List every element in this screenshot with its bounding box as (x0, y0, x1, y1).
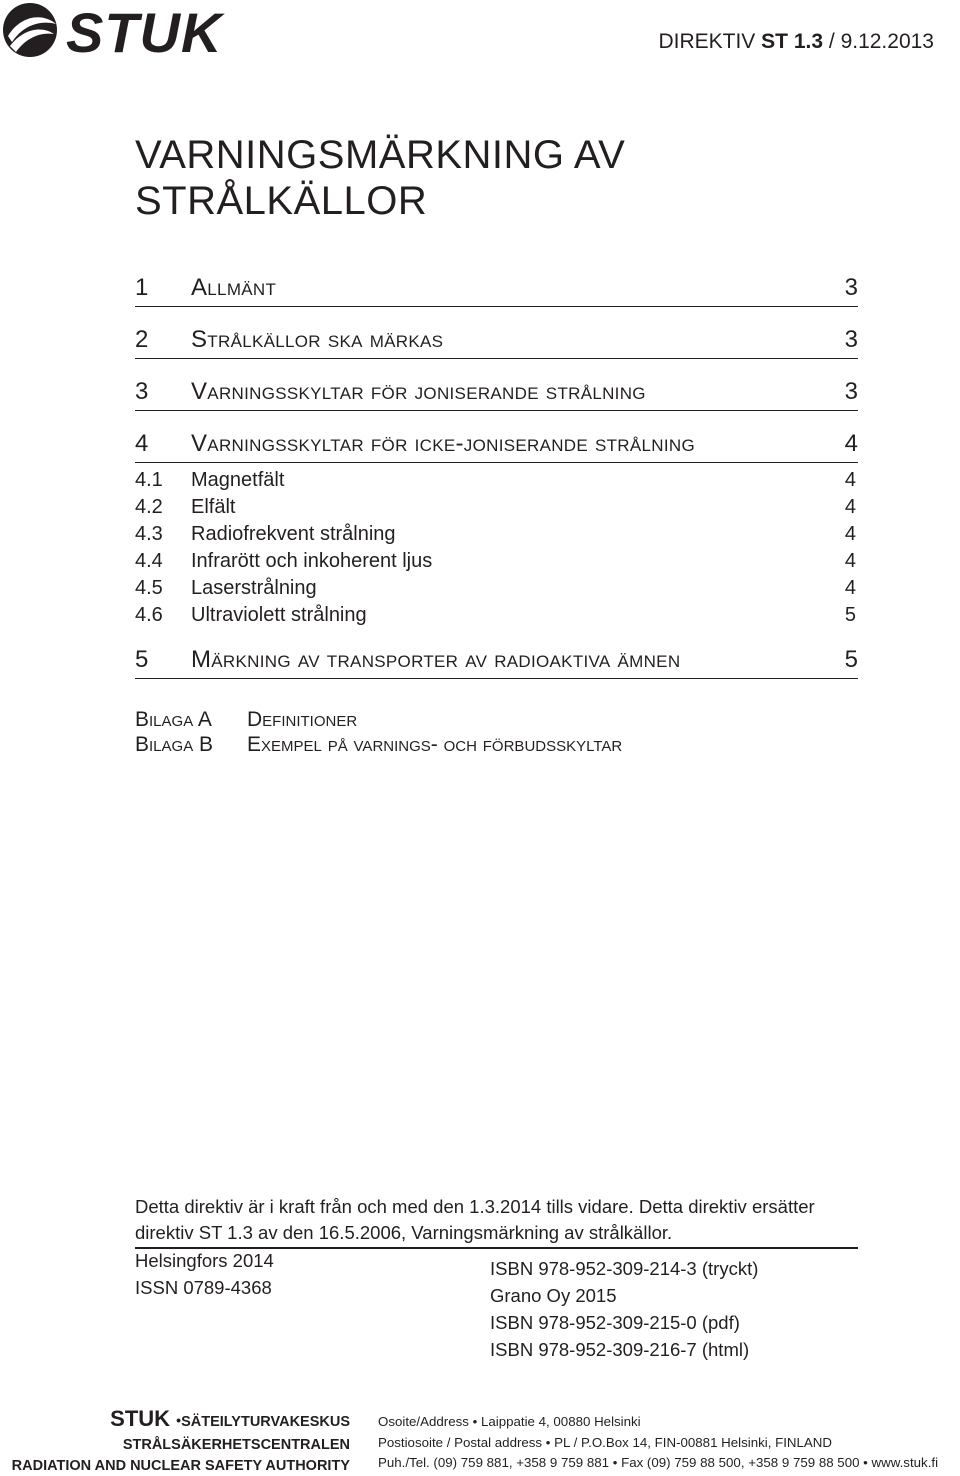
directive-date: 9.12.2013 (840, 30, 934, 53)
footer-brand: STUK (110, 1406, 171, 1431)
toc-subentry-4-5[interactable] (135, 577, 858, 601)
issn: ISSN 0789-4368 (135, 1277, 272, 1298)
toc-page: 3 (844, 274, 858, 301)
toc-subentry-4-6[interactable] (135, 604, 858, 628)
toc-page: 4 (844, 496, 856, 518)
document-title (135, 132, 835, 224)
toc-entry-2[interactable] (135, 324, 858, 359)
toc-text: Radiofrekvent strålning (191, 523, 396, 545)
toc-text: Allmänt (191, 274, 277, 301)
toc-text: Magnetfält (191, 469, 285, 491)
toc-page: 4 (844, 550, 856, 572)
toc-page: 5 (844, 604, 856, 626)
validity-statement: Detta direktiv är i kraft från och med den 1.3.2014 tills vidare. Detta direktiv ersätter direktiv ST 1.3 av den 16.5.2006, Varningsmärkning av strålkällor. (135, 1196, 815, 1243)
toc-page: 5 (844, 646, 858, 673)
printer: Grano Oy 2015 (490, 1285, 617, 1306)
footer-address: Osoite/Address • Laippatie 4, 00880 Helsinki (378, 1414, 641, 1429)
directive-separator: / (828, 30, 835, 53)
toc-text: Ultraviolett strålning (191, 604, 367, 626)
toc-page: 3 (844, 326, 858, 353)
isbn-html: ISBN 978-952-309-216-7 (html) (490, 1339, 750, 1360)
directive-label: DIREKTIV (658, 30, 756, 53)
footer-phone-fax-web: Puh./Tel. (09) 759 881, +358 9 759 881 • Fax (09) 759 88 500, +358 9 759 88 500 • www.stuk.fi (378, 1455, 939, 1470)
toc-text: Varningsskyltar för icke-joniserande strålning (191, 430, 695, 457)
toc-text: Elfält (191, 496, 236, 518)
toc-page: 4 (844, 523, 856, 545)
directive-header (658, 30, 934, 54)
toc-page: 3 (844, 378, 858, 405)
toc-number: 4.4 (135, 550, 163, 572)
divider (135, 1247, 858, 1249)
bullet-icon: • (176, 1412, 182, 1429)
toc-page: 4 (844, 469, 856, 491)
toc-number: 4 (135, 430, 149, 457)
publication-place-year: Helsingfors 2014 (135, 1250, 274, 1271)
toc-entry-3[interactable] (135, 376, 858, 411)
stuk-logo-emblem (3, 3, 57, 57)
toc-entry-1[interactable] (135, 272, 858, 307)
toc-page: 4 (844, 577, 856, 599)
toc-number: 3 (135, 378, 149, 405)
footer-contact (378, 1412, 938, 1474)
isbn-pdf: ISBN 978-952-309-215-0 (pdf) (490, 1312, 740, 1333)
toc-number: 2 (135, 326, 149, 353)
toc-subentry-4-1[interactable] (135, 469, 858, 493)
footer-name-sv: STRÅLSÄKERHETSCENTRALEN (122, 1437, 350, 1453)
toc-text: Märkning av transporter av radioaktiva ämnen (191, 646, 681, 673)
toc-text: Laserstrålning (191, 577, 317, 599)
toc-entry-4[interactable] (135, 428, 858, 463)
footer-name-fi: SÄTEILYTURVAKESKUS (181, 1414, 350, 1430)
toc-number: 4.2 (135, 496, 163, 518)
toc-number: 4.3 (135, 523, 163, 545)
appendix-label: Bilaga A (135, 708, 212, 731)
toc-page: 4 (844, 430, 858, 457)
toc-entry-5[interactable] (135, 644, 858, 679)
directive-code: ST 1.3 (761, 30, 824, 53)
footer-postal-address: Postiosoite / Postal address • PL / P.O.Box 14, FIN-00881 Helsinki, FINLAND (378, 1434, 832, 1450)
document-title-line2: STRÅLKÄLLOR (135, 179, 428, 223)
footer-name-en: RADIATION AND NUCLEAR SAFETY AUTHORITY (11, 1458, 350, 1474)
toc-text: Infrarött och inkoherent ljus (191, 550, 433, 572)
toc-subentry-4-3[interactable] (135, 523, 858, 547)
appendix-title: Definitioner (247, 708, 358, 731)
toc-number: 4.1 (135, 469, 163, 491)
toc-text: Varningsskyltar för joniserande strålning (191, 378, 646, 405)
toc-number: 5 (135, 646, 149, 673)
toc-subentry-4-4[interactable] (135, 550, 858, 574)
appendix-label: Bilaga B (135, 733, 214, 756)
stuk-logo-wordmark: STUK (66, 2, 223, 58)
stuk-logo (2, 2, 227, 58)
toc-text: Strålkällor ska märkas (191, 326, 444, 353)
toc-number: 4.6 (135, 604, 163, 626)
footer-organization (12, 1406, 350, 1476)
toc-number: 4.5 (135, 577, 163, 599)
isbn-print: ISBN 978-952-309-214-3 (tryckt) (490, 1258, 759, 1279)
toc-subentry-4-2[interactable] (135, 496, 858, 520)
toc-number: 1 (135, 274, 149, 301)
document-title-line1: VARNINGSMÄRKNING AV (135, 133, 626, 177)
appendix-title: Exempel på varnings- och förbudsskyltar (247, 733, 623, 756)
